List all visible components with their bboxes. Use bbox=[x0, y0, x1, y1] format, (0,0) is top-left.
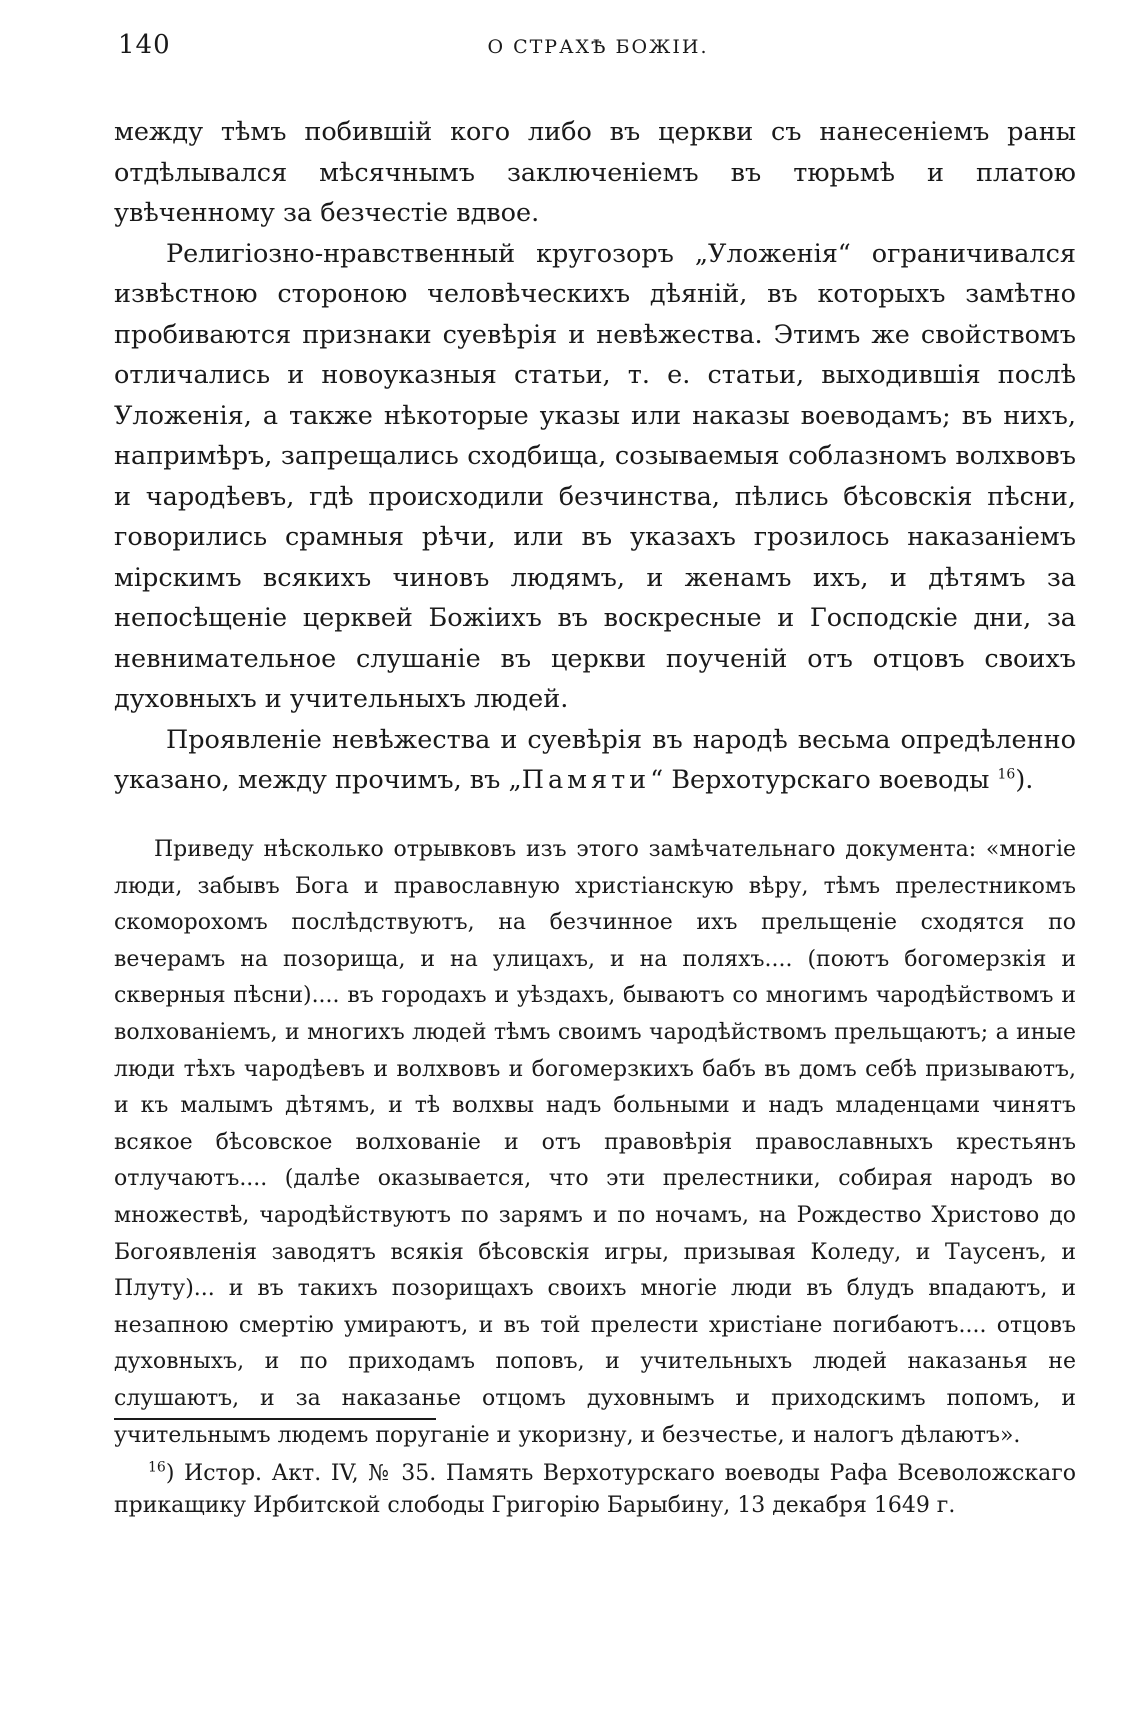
page-header bbox=[118, 30, 1078, 70]
paragraph-ulozhenie: Религіозно-нравственный кругозоръ „Уложенія“ ограничивался извѣстною стороною человѣческихъ дѣяній, въ которыхъ замѣтно пробиваются признаки суевѣрія и невѣжества. Этимъ же свойствомъ отличались и новоуказныя статьи, т. е. статьи, выходившія послѣ Уложенія, а также нѣкоторые указы или наказы воеводамъ; въ нихъ, напримѣръ, запрещались сходбища, созываемыя соблазномъ волхвовъ и чародѣевъ, гдѣ происходили безчинства, пѣлись бѣсовскія пѣсни, говорились срамныя рѣчи, или въ указахъ грозилось наказаніемъ мірскимъ всякихъ чиновъ людямъ, и женамъ ихъ, и дѣтямъ за непосѣщеніе церквей Божіихъ въ воскресные и Господскіе дни, за невнимательное слушаніе въ церкви поученій отъ отцовъ своихъ духовныхъ и учительныхъ людей. bbox=[114, 238, 1076, 714]
footnote-reference: 16 bbox=[997, 766, 1016, 783]
main-text bbox=[114, 112, 1076, 801]
footnote-divider bbox=[114, 1418, 436, 1420]
quote-paragraph: Приведу нѣсколько отрывковъ изъ этого замѣчательнаго документа: «многіе люди, забывъ Бога и православную христіанскую вѣру, тѣмъ прелестникомъ скоморохомъ послѣдствуютъ, на безчинное ихъ прельщеніе сходятся по вечерамъ на позорища, и на улицахъ, и на поляхъ.... (поютъ богомерзкія и скверныя пѣсни).... въ городахъ и уѣздахъ, бываютъ со многимъ чародѣйствомъ и волхованіемъ, и многихъ людей тѣмъ своимъ чародѣйствомъ прельщаютъ; а иные люди тѣхъ чародѣевъ и волхвовъ и богомерзкихъ бабъ въ домъ себѣ призываютъ, и къ малымъ дѣтямъ, и тѣ волхвы надъ больными и надъ младенцами чинятъ всякое бѣсовское волхованіе и отъ правовѣрія православныхъ крестьянъ отлучаютъ.... (далѣе оказывается, что эти прелестники, собирая народъ во множествѣ, чародѣйствуютъ по зарямъ и по ночамъ, на Рождество Христово до Богоявленія заводятъ всякія бѣсовскія игры, призывая Коледу, и Таусенъ, и Плуту)... и въ такихъ позорищахъ своихъ многіе люди въ блудъ впадаютъ, и незапною смертію умираютъ, и въ той прелести христіане погибаютъ.... отцовъ духовныхъ, и по приходамъ поповъ, и учительныхъ людей наказанья не слушаютъ, и за наказанье отцомъ духовнымъ и приходскимъ попомъ, и учительнымъ людемъ поруганіе и укоризну, и безчестье, и налогъ дѣлаютъ». bbox=[114, 837, 1076, 1448]
pamyat-word: Памяти bbox=[521, 765, 651, 795]
footnote-text: ) Истор. Акт. IV, № 35. Память Верхотурскаго воеводы Рафа Всеволожскаго прикащику Ирбитской слободы Григорію Барыбину, 13 декабря 1649 г. bbox=[114, 1461, 1076, 1518]
paragraph-pamyat-end: ). bbox=[1015, 765, 1034, 795]
footnote-number: 16 bbox=[148, 1459, 166, 1476]
paragraph-pamyat-start: Проявленіе невѣжества и суевѣрія въ народѣ весьма опредѣленно указано, между прочимъ, въ „ bbox=[114, 724, 1076, 795]
footnote-16 bbox=[114, 1458, 1076, 1522]
paragraph-continuation: между тѣмъ побившій кого либо въ церкви съ нанесеніемъ раны отдѣлывался мѣсячнымъ заключеніемъ въ тюрьмѣ и платою увѣченному за безчестіе вдвое. bbox=[114, 117, 1076, 228]
running-title: О СТРАХѢ БОЖІИ. bbox=[487, 36, 709, 58]
quoted-document bbox=[114, 832, 1076, 1454]
paragraph-pamyat-middle: “ Верхотурскаго воеводы bbox=[650, 765, 998, 795]
paragraph-pamyat bbox=[114, 720, 1076, 801]
page-number: 140 bbox=[118, 30, 171, 60]
footnote bbox=[114, 1458, 1076, 1522]
